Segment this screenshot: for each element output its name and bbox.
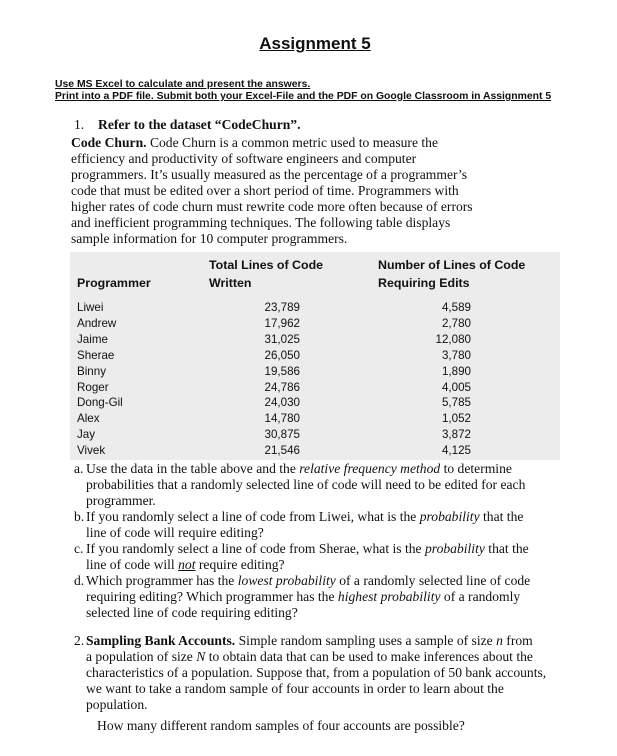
q2-line bbox=[86, 697, 148, 713]
edit-lines-cell: 4,005 bbox=[441, 380, 471, 394]
text-segment: n bbox=[496, 633, 503, 648]
text-segment: If you randomly select a line of code from Liwei, what is the bbox=[86, 509, 420, 524]
programmer-name: Alex bbox=[77, 412, 100, 426]
text-segment: to obtain data that can be used to make inferences about the bbox=[205, 649, 533, 664]
item-line bbox=[86, 525, 264, 541]
q1-heading: Refer to the dataset “CodeChurn”. bbox=[98, 117, 301, 132]
text-segment: efficiency and productivity of software engineers and computer bbox=[71, 151, 417, 166]
total-lines-cell: 24,030 bbox=[264, 396, 300, 410]
text-segment: line of code will bbox=[86, 557, 179, 572]
text-segment: selected line of code requiring editing? bbox=[86, 605, 298, 620]
text-segment: requiring editing? Which programmer has the bbox=[86, 589, 338, 604]
text-segment: not bbox=[178, 557, 196, 572]
item-line bbox=[86, 509, 523, 525]
item-line bbox=[86, 573, 530, 589]
text-segment: relative frequency method bbox=[299, 461, 441, 476]
paragraph-line bbox=[71, 199, 473, 215]
item-marker: d. bbox=[74, 573, 85, 588]
total-lines-cell: 21,546 bbox=[264, 444, 300, 458]
text-segment: from bbox=[502, 633, 533, 648]
text-segment: highest probability bbox=[337, 589, 441, 604]
item-line bbox=[86, 589, 520, 605]
edit-lines-cell: 4,589 bbox=[441, 301, 471, 314]
text-segment: of a randomly selected line of code bbox=[335, 573, 531, 588]
item-line bbox=[86, 493, 156, 509]
item-line bbox=[86, 557, 285, 573]
header-total-lines-2: Written bbox=[209, 276, 252, 290]
text-segment: line of code will require editing? bbox=[86, 525, 264, 540]
text-segment: of a randomly bbox=[440, 589, 521, 604]
text-segment: programmer. bbox=[86, 493, 156, 508]
q1-number: 1. bbox=[74, 117, 85, 132]
paragraph-line bbox=[71, 215, 450, 231]
header-total-lines-1: Total Lines of Code bbox=[209, 258, 324, 272]
item-marker: c. bbox=[74, 541, 84, 556]
text-segment: to determine bbox=[440, 461, 512, 476]
programmer-name: Dong-Gil bbox=[77, 396, 123, 410]
text-segment: we want to take a random sample of four accounts in order to learn about the bbox=[86, 681, 504, 696]
text-segment: Which programmer has the bbox=[86, 573, 238, 588]
item-line bbox=[86, 461, 512, 477]
text-segment: Simple random sampling uses a sample of size bbox=[235, 633, 497, 648]
paragraph-line bbox=[71, 183, 459, 199]
header-edits-2: Requiring Edits bbox=[378, 276, 470, 290]
page-title: Assignment 5 bbox=[259, 34, 371, 53]
edit-lines-cell: 5,785 bbox=[441, 396, 471, 410]
paragraph-line bbox=[71, 135, 438, 151]
programmer-name: Andrew bbox=[77, 316, 117, 330]
item-line bbox=[86, 477, 525, 493]
paragraph-line bbox=[71, 151, 416, 167]
item-marker: a. bbox=[74, 461, 84, 476]
text-segment: Code Churn is a common metric used to measure the bbox=[146, 135, 438, 150]
code-churn-table bbox=[70, 252, 560, 460]
programmer-name: Sherae bbox=[77, 348, 115, 362]
edit-lines-cell: 2,780 bbox=[441, 316, 471, 330]
edit-lines-cell: 1,052 bbox=[441, 412, 471, 426]
edit-lines-cell: 12,080 bbox=[435, 332, 471, 346]
header-programmer: Programmer bbox=[77, 276, 151, 290]
text-segment: that the bbox=[484, 541, 529, 556]
instruction-submit: Print into a PDF file. Submit both your Excel-File and the PDF on Google Classroom in Assignment 5 bbox=[55, 91, 552, 102]
edit-lines-cell: 3,872 bbox=[441, 428, 471, 442]
text-segment: population. bbox=[86, 697, 148, 712]
total-lines-cell: 14,780 bbox=[264, 412, 300, 426]
paragraph-line bbox=[71, 167, 467, 183]
text-segment: code that must be edited over a short period of time. Programmers with bbox=[71, 183, 459, 198]
programmer-name: Roger bbox=[77, 380, 109, 394]
text-segment: lowest probability bbox=[237, 573, 336, 588]
text-segment: Sampling Bank Accounts. bbox=[86, 633, 236, 648]
q2-number: 2. bbox=[74, 633, 85, 648]
text-segment: Code Churn. bbox=[71, 135, 147, 150]
total-lines-cell: 24,786 bbox=[264, 380, 300, 394]
text-segment: probability bbox=[419, 509, 480, 524]
programmer-name: Binny bbox=[77, 364, 107, 378]
text-segment: If you randomly select a line of code from Sherae, what is the bbox=[86, 541, 425, 556]
item-line bbox=[86, 541, 529, 557]
programmer-name: Vivek bbox=[77, 444, 106, 458]
text-segment: N bbox=[196, 649, 206, 664]
edit-lines-cell: 1,890 bbox=[441, 364, 471, 378]
text-segment: a population of size bbox=[86, 649, 197, 664]
total-lines-cell: 19,586 bbox=[264, 364, 300, 378]
total-lines-cell: 17,962 bbox=[264, 316, 300, 330]
instruction-excel: Use MS Excel to calculate and present the answers. bbox=[55, 79, 311, 90]
programmer-name: Liwei bbox=[77, 301, 104, 314]
item-marker: b. bbox=[74, 509, 85, 524]
text-segment: that the bbox=[479, 509, 524, 524]
q2-line bbox=[86, 681, 504, 697]
q2-line bbox=[86, 649, 533, 665]
text-segment: probability bbox=[424, 541, 485, 556]
edit-lines-cell: 4,125 bbox=[441, 444, 471, 458]
text-segment: and inefficient programming techniques. The following table displays bbox=[71, 215, 451, 230]
item-line bbox=[86, 605, 298, 621]
programmer-name: Jaime bbox=[77, 332, 108, 346]
programmer-name: Jay bbox=[77, 428, 96, 442]
text-segment: probabilities that a randomly selected line of code will need to be edited for each bbox=[86, 477, 526, 492]
text-segment: programmers. It’s usually measured as the percentage of a programmer’s bbox=[71, 167, 468, 182]
text-segment: characteristics of a population. Suppose that, from a population of 50 bank accounts, bbox=[86, 665, 547, 680]
q2-line bbox=[86, 665, 546, 681]
text-segment: require editing? bbox=[195, 557, 285, 572]
text-segment: higher rates of code churn must rewrite code more often because of errors bbox=[71, 199, 473, 214]
total-lines-cell: 30,875 bbox=[264, 428, 300, 442]
total-lines-cell: 31,025 bbox=[264, 332, 300, 346]
text-segment: sample information for 10 computer programmers. bbox=[71, 231, 348, 246]
q2-line bbox=[86, 633, 533, 649]
q2-question: How many different random samples of four accounts are possible? bbox=[97, 718, 465, 733]
total-lines-cell: 26,050 bbox=[264, 348, 300, 362]
text-segment: Use the data in the table above and the bbox=[86, 461, 300, 476]
edit-lines-cell: 3,780 bbox=[441, 348, 471, 362]
header-edits-1: Number of Lines of Code bbox=[378, 258, 526, 272]
total-lines-cell: 23,789 bbox=[264, 301, 300, 314]
paragraph-line bbox=[71, 231, 347, 247]
